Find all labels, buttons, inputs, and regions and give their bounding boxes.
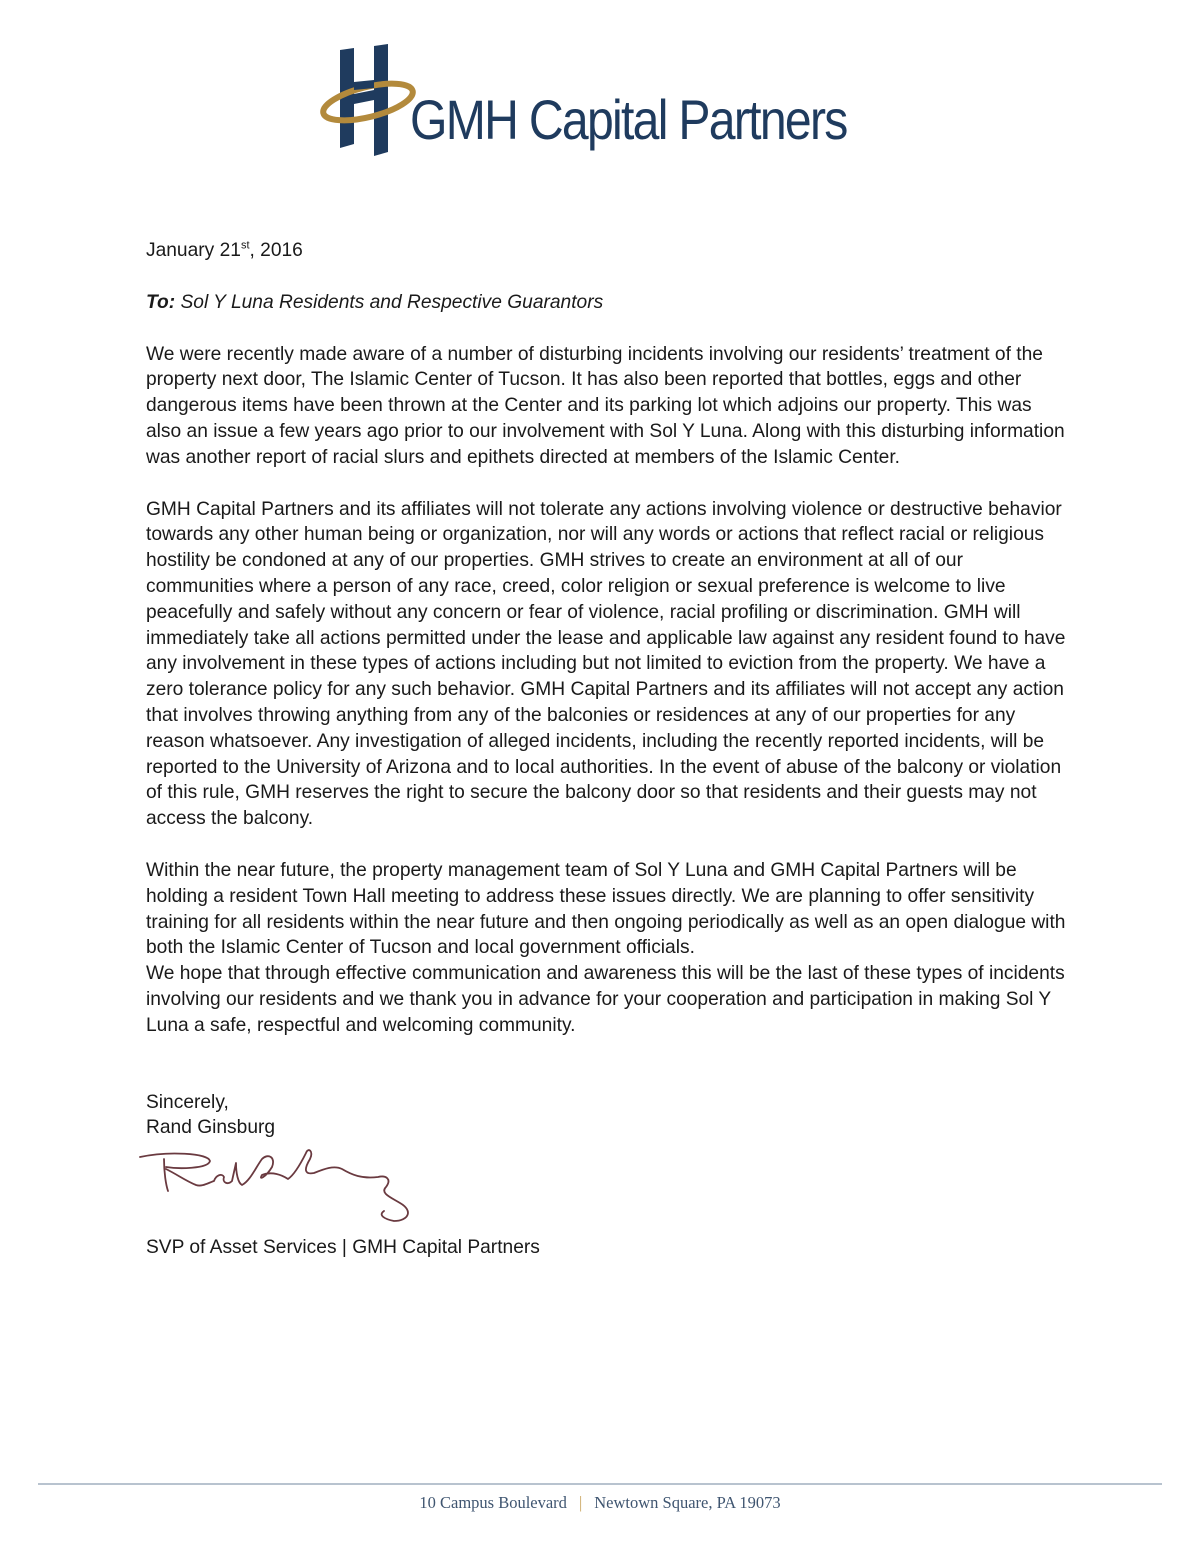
recipient-names: Sol Y Luna Residents and Respective Guarantors [180, 291, 604, 313]
company-name: GMH Capital Partners [410, 88, 847, 151]
footer-city: Newtown Square, PA 19073 [594, 1493, 781, 1512]
paragraph-incidents: We were recently made aware of a number of disturbing incidents involving our residents’ treatment of the property next door, The Islamic Center of Tucson. It has also been reported that bottles, eggs and other dangerous items have been thrown at the Center and its parking lot which adjoins our property. This was also an issue a few years ago prior to our involvement with Sol Y Luna. Along with this disturbing information was another report of racial slurs and epithets directed at members of the Islamic Center. [146, 343, 1065, 468]
gmh-h-ring-logo-icon [318, 44, 418, 168]
recipient-line [146, 290, 1066, 316]
footer-separator: | [578, 1493, 583, 1512]
footer-divider [38, 1483, 1162, 1485]
signer-title: SVP of Asset Services | GMH Capital Partners [146, 1237, 540, 1259]
letter-body [146, 238, 1066, 1261]
paragraph-town-hall: Within the near future, the property management team of Sol Y Luna and GMH Capital Partners will be holding a resident Town Hall meeting to address these issues directly. We are planning to offer sensitivity training for all residents within the near future and then ongoing periodically as well as an open dialogue with both the Islamic Center of Tucson and local government officials. [146, 859, 1066, 959]
footer-address [0, 1493, 1200, 1513]
letter-date: January 21st, 2016 [146, 239, 303, 261]
handwritten-signature-icon [138, 1145, 428, 1227]
paragraph-policy: GMH Capital Partners and its affiliates will not tolerate any actions involving violence or destructive behavior towards any other human being or organization, nor will any words or actions that reflect racial or religious hostility be condoned at any of our properties. GMH strives to create an environment at all of our communities where a person of any race, creed, color religion or sexual preference is welcome to live peacefully and safely without any concern or fear of violence, racial profiling or discrimination. GMH will immediately take all actions permitted under the lease and applicable law against any resident found to have any involvement in these types of actions including but not limited to eviction from the property. We have a zero tolerance policy for any such behavior. GMH Capital Partners and its affiliates will not accept any action that involves throwing anything from any of the balconies or residences at any of our properties for any reason whatsoever. Any investigation of alleged incidents, including the recently reported incidents, will be reported to the University of Arizona and to local authorities. In the event of abuse of the balcony or violation of this rule, GMH reserves the right to secure the balcony door so that residents and their guests may not access the balcony. [146, 498, 1066, 830]
signer-name: Rand Ginsburg [146, 1117, 276, 1139]
company-logo [318, 44, 888, 168]
footer-street: 10 Campus Boulevard [419, 1493, 567, 1512]
paragraph-closing-hope: We hope that through effective communication and awareness this will be the last of these types of incidents involving our residents and we thank you in advance for your cooperation and participation in making Sol Y Luna a safe, respectful and welcoming community. [146, 963, 1065, 1036]
recipient-label: To: [146, 291, 176, 313]
closing-salutation: Sincerely, Rand Ginsburg [146, 1091, 276, 1139]
date-ordinal-suffix: st [240, 239, 250, 252]
